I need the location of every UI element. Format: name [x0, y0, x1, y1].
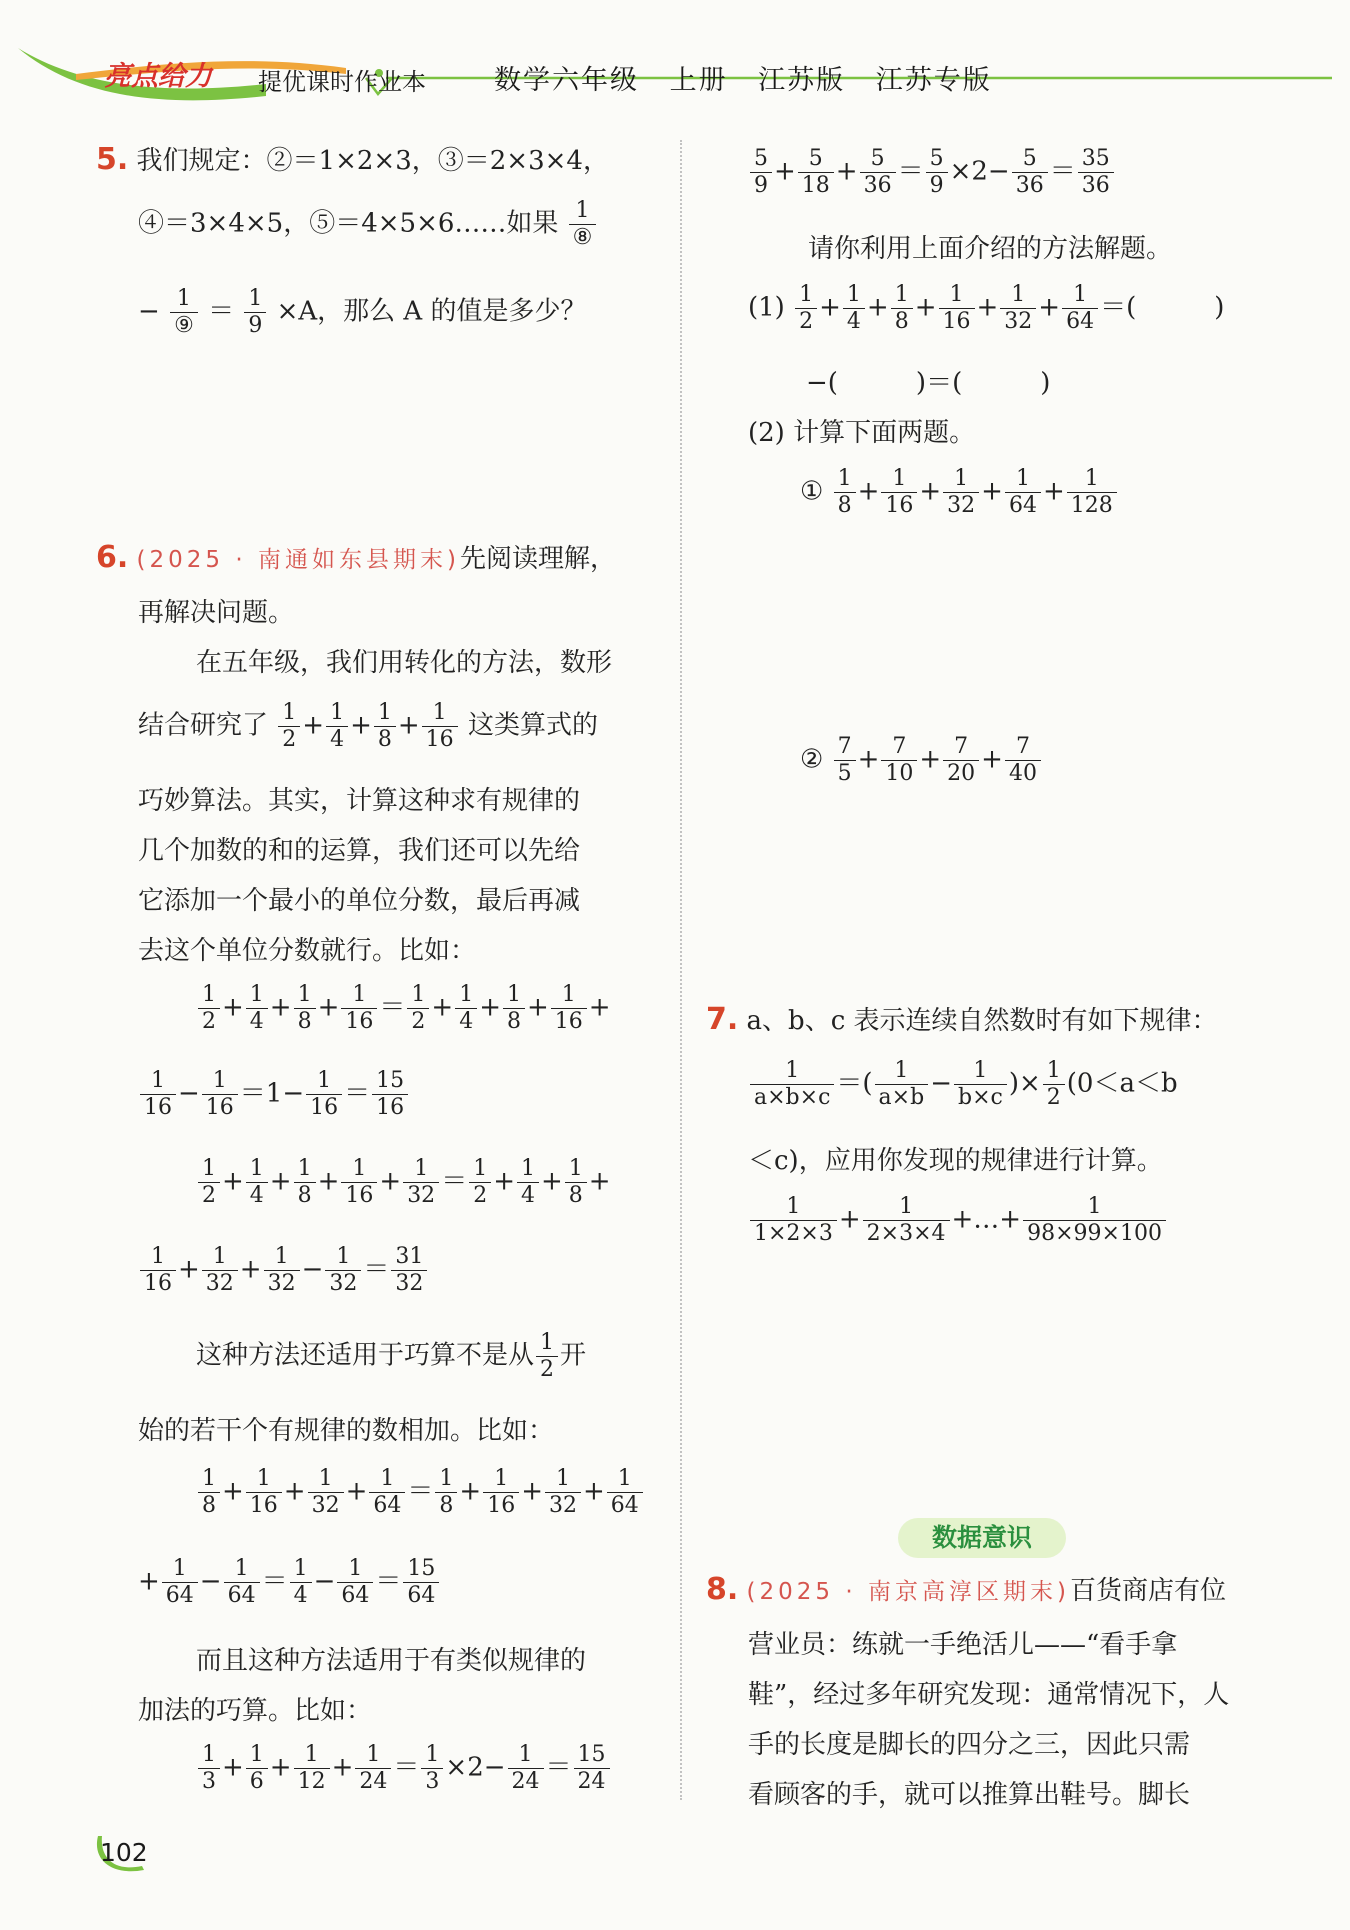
fraction: $\frac{1}{9}$	[244, 286, 266, 339]
q5-text-3: ×A，那么 A 的值是多少？	[276, 296, 587, 327]
q8-source: (2025 · 南京高淳区期末)	[746, 1579, 1070, 1605]
q5-line3	[138, 286, 586, 339]
operator: ＝	[208, 296, 235, 327]
q8-line3: 鞋”，经过多年研究发现：通常情况下，人	[748, 1680, 1230, 1710]
q6-p1e: 它添加一个最小的单位分数，最后再减	[138, 886, 581, 916]
q6-line1	[96, 538, 616, 575]
q5-line1	[96, 140, 609, 177]
data-awareness-badge: 数据意识	[898, 1518, 1066, 1558]
q6-example3-line2: + $\frac{1}{64}$ − $\frac{1}{64}$ ＝ $\frac{1}{4}$ − $\frac{1}{64}$ ＝ $\frac{15}{64}$	[138, 1556, 441, 1609]
q6-calc1: ① $\frac{1}{8}$ + $\frac{1}{16}$ + $\frac{1}{32}$ + $\frac{1}{64}$ + $\frac{1}{128}$	[800, 466, 1119, 519]
page-number: 102	[100, 1838, 148, 1867]
q6-p2a: 这种方法还适用于巧算不是从 $\frac{1}{2}$ 开	[196, 1330, 587, 1382]
q6-number: 6.	[96, 540, 129, 575]
q6-p1f: 去这个单位分数就行。比如：	[138, 936, 477, 966]
page-header	[16, 44, 1332, 114]
q5-text-2: ④＝3×4×5，⑤＝4×5×6……如果	[138, 208, 559, 239]
q8-line4: 手的长度是脚长的四分之三，因此只需	[748, 1730, 1191, 1760]
q6-example4: $\frac{1}{3}$ + $\frac{1}{6}$ + $\frac{1}{12}$ + $\frac{1}{24}$ ＝ $\frac{1}{3}$ ×2− $\frac{1}{24}$ ＝ $\frac{15}{24}$	[196, 1742, 612, 1795]
q6-title2: 再解决问题。	[138, 598, 295, 628]
q7-line3: ＜c)，应用你发现的规律进行计算。	[748, 1146, 1163, 1176]
q6-p1d: 几个加数的和的运算，我们还可以先给	[138, 836, 581, 866]
q6-p1b: 结合研究了 $\frac{1}{2}$ + $\frac{1}{4}$ + $\frac{1}{8}$ + $\frac{1}{16}$ 这类算式的	[138, 700, 598, 752]
brand-logo-text: 亮点给力	[104, 61, 212, 92]
fraction: $\frac{1}{\text{⑨}}$	[170, 286, 198, 339]
q7-rule: $\frac{1}{a\times b\times c}$ ＝( $\frac{1}{a\times b}$ − $\frac{1}{b\times c}$ )× $\frac{1}{2}$ (0＜a＜b	[748, 1058, 1178, 1111]
q6-title: 先阅读理解，	[459, 544, 616, 574]
q6-example1-line1: $\frac{1}{2}$ + $\frac{1}{4}$ + $\frac{1}{8}$ + $\frac{1}{16}$ ＝ $\frac{1}{2}$ + $\frac{1}{4}$ + $\frac{1}{8}$ + $\frac{1}{16}$ +	[196, 982, 611, 1035]
q6-sub2: (2) 计算下面两题。	[748, 418, 976, 448]
q5-line2	[138, 198, 598, 251]
operator: −	[138, 296, 160, 327]
q7-number: 7.	[706, 1002, 739, 1037]
q8-number: 8.	[706, 1572, 739, 1607]
q8-line5: 看顾客的手，就可以推算出鞋号。脚长	[748, 1780, 1191, 1810]
q6-calc2: ② $\frac{7}{5}$ + $\frac{7}{10}$ + $\frac{7}{20}$ + $\frac{7}{40}$	[800, 734, 1043, 787]
header-meta: 数学六年级 上册 江苏版 江苏专版	[494, 65, 992, 96]
header-subtitle: 提优课时作业本	[258, 68, 426, 96]
q8-line1: 8. (2025 · 南京高淳区期末)百货商店有位	[706, 1572, 1226, 1607]
q6-example3-line1: $\frac{1}{8}$ + $\frac{1}{16}$ + $\frac{1}{32}$ + $\frac{1}{64}$ ＝ $\frac{1}{8}$ + $\frac{1}{16}$ + $\frac{1}{32}$ + $\frac{1}{64}$	[196, 1466, 645, 1519]
q6-sub1-line2: −( )＝( )	[806, 368, 1051, 398]
q6-example1-line2: $\frac{1}{16}$ − $\frac{1}{16}$ ＝1− $\frac{1}{16}$ ＝ $\frac{15}{16}$	[138, 1068, 410, 1121]
q7-line1: 7. a、b、c 表示连续自然数时有如下规律：	[706, 1002, 1218, 1037]
q6-p1c: 巧妙算法。其实，计算这种求有规律的	[138, 786, 581, 816]
q8-line2: 营业员：练就一手绝活儿——“看手拿	[748, 1630, 1178, 1660]
q6-p3a: 而且这种方法适用于有类似规律的	[196, 1646, 587, 1676]
fraction: $\frac{1}{\text{⑧}}$	[569, 198, 597, 251]
q6-p1a: 在五年级，我们用转化的方法，数形	[196, 648, 613, 678]
q6-continue: 请你利用上面介绍的方法解题。	[808, 234, 1173, 264]
q6-source: (2025 · 南通如东县期末)	[136, 547, 460, 573]
q6-example2-line2: $\frac{1}{16}$ + $\frac{1}{32}$ + $\frac{1}{32}$ − $\frac{1}{32}$ ＝ $\frac{31}{32}$	[138, 1244, 429, 1297]
q6-example5: $\frac{5}{9}$ + $\frac{5}{18}$ + $\frac{5}{36}$ ＝ $\frac{5}{9}$ ×2− $\frac{5}{36}$ ＝ $\frac{35}{36}$	[748, 146, 1116, 199]
q6-p3b: 加法的巧算。比如：	[138, 1696, 373, 1726]
q6-p2b: 始的若干个有规律的数相加。比如：	[138, 1416, 555, 1446]
q5-text-1: 我们规定：②＝1×2×3，③＝2×3×4，	[136, 146, 609, 176]
q5-number: 5.	[96, 142, 129, 177]
q6-example2-line1: $\frac{1}{2}$ + $\frac{1}{4}$ + $\frac{1}{8}$ + $\frac{1}{16}$ + $\frac{1}{32}$ ＝ $\frac{1}{2}$ + $\frac{1}{4}$ + $\frac{1}{8}$ +	[196, 1156, 611, 1209]
q6-sub1-line1: (1) $\frac{1}{2}$ + $\frac{1}{4}$ + $\frac{1}{8}$ + $\frac{1}{16}$ + $\frac{1}{32}$ + $\frac{1}{64}$ ＝( )	[748, 282, 1225, 334]
q7-expression: $\frac{1}{1\times 2\times 3}$ + $\frac{1}{2\times 3\times 4}$ +…+ $\frac{1}{98\times 99\times 100}$	[748, 1194, 1168, 1247]
column-divider	[680, 140, 682, 1800]
